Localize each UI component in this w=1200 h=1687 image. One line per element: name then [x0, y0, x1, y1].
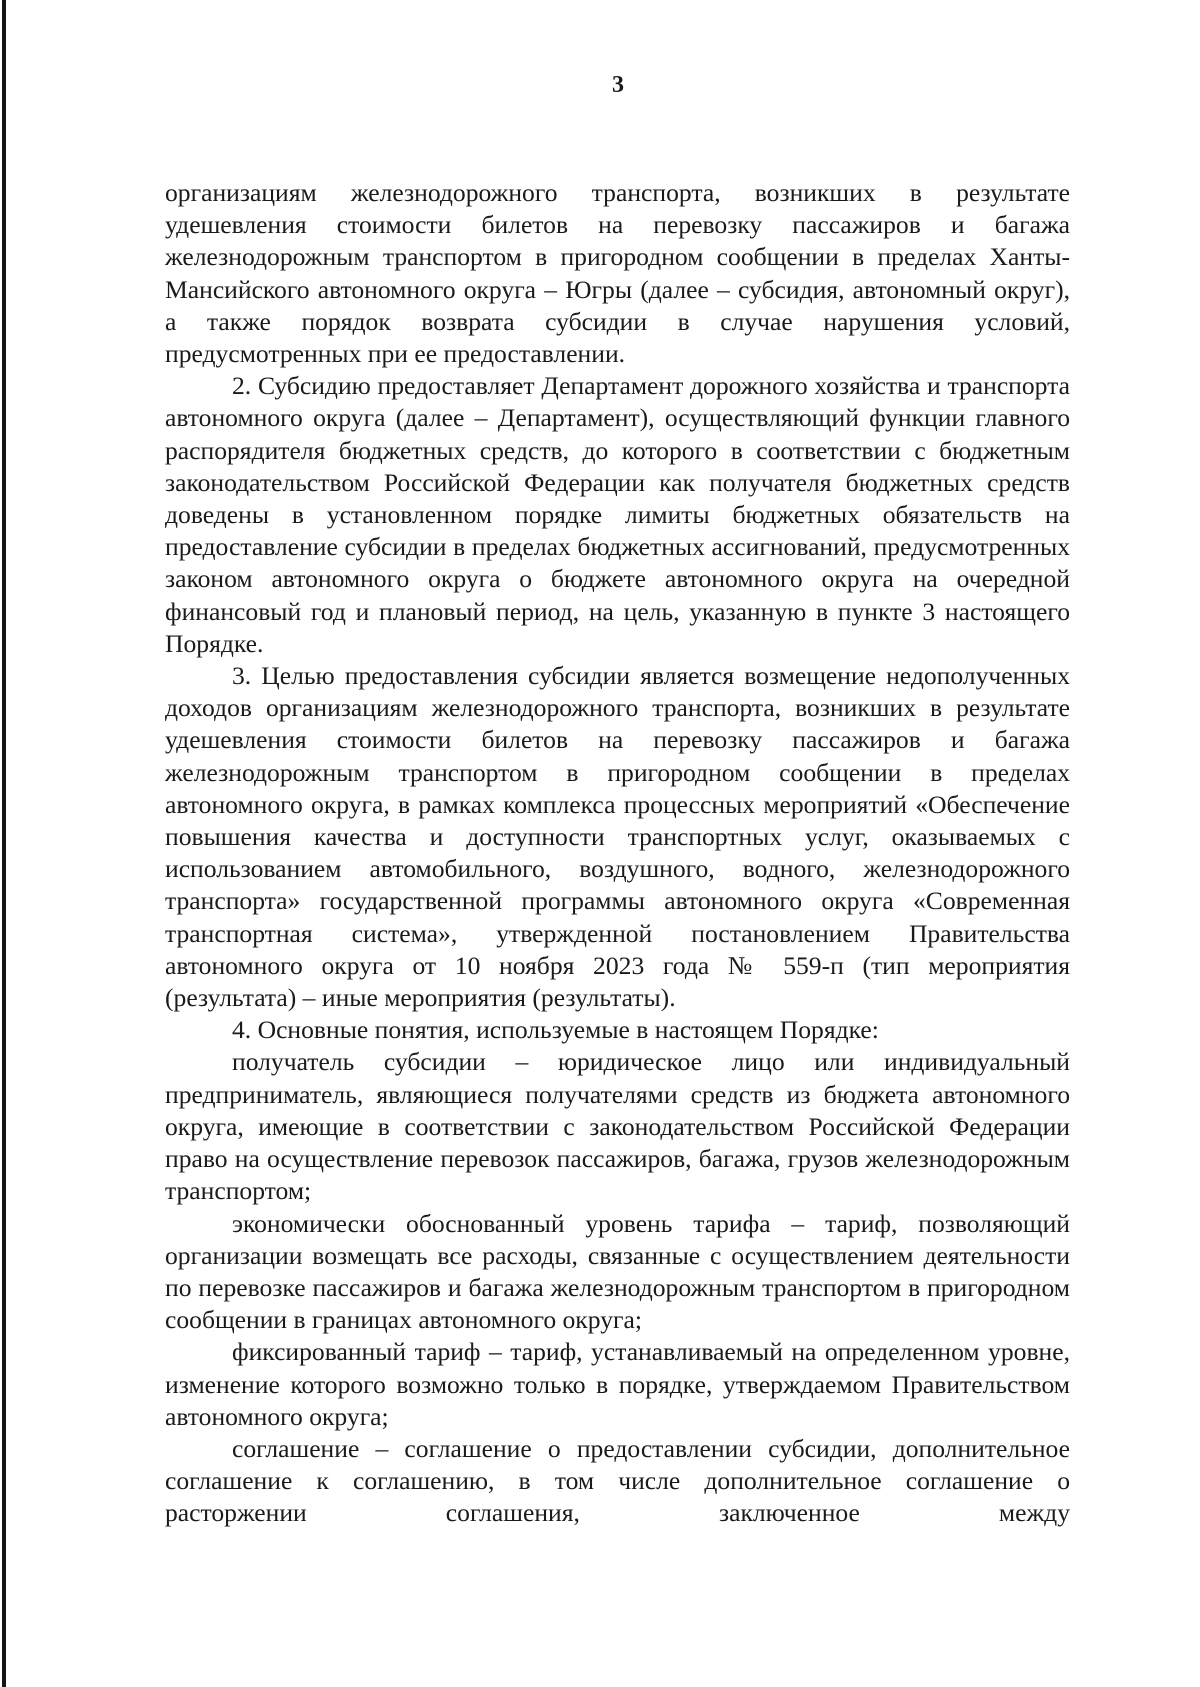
definition-subsidy-recipient: получатель субсидии – юридическое лицо или индивидуальный предприниматель, являющиеся получателями средств из бюджета автономного округа, имеющие в соответствии с законодательством Российской Федерации право на осуществление перевозок пассажиров, багажа, грузов железнодорожным транспортом;: [165, 1047, 1070, 1206]
definition-agreement: соглашение – соглашение о предоставлении субсидии, дополнительное соглашение к соглашению, в том числе дополнительное соглашение о расторжении соглашения, заключенное между: [165, 1433, 1070, 1528]
paragraph-continuation: организациям железнодорожного транспорта, возникших в результате удешевления стоимости билетов на перевозку пассажиров и багажа железнодорожным транспортом в пригородном сообщении в пределах Ханты-Мансийского автономного округа – Югры (далее – субсидия, автономный округ), а также порядок возврата субсидии в случае нарушения условий, предусмотренных при ее предоставлении.: [165, 178, 1070, 369]
definition-fixed-tariff: фиксированный тариф – тариф, устанавливаемый на определенном уровне, изменение которого возможно только в порядке, утверждаемом Правительством автономного округа;: [165, 1337, 1070, 1431]
page-edge-border: [2, 0, 6, 1687]
page-number: 3: [612, 72, 624, 98]
paragraph-clause-2: 2. Субсидию предоставляет Департамент дорожного хозяйства и транспорта автономного округа (далее – Департамент), осуществляющий функции главного распорядителя бюджетных средств, до которого в соответствии с бюджетным законодательством Российской Федерации как получателя бюджетных средств доведены в установленном порядке лимиты бюджетных обязательств на предоставление субсидии в пределах бюджетных ассигнований, предусмотренных законом автономного округа о бюджете автономного округа на очередной финансовый год и плановый период, на цель, указанную в пункте 3 настоящего Порядке.: [165, 371, 1070, 658]
document-body: [165, 177, 1070, 1530]
paragraph-clause-4: 4. Основные понятия, используемые в настоящем Порядке:: [232, 1015, 879, 1045]
paragraph-clause-3: 3. Целью предоставления субсидии является возмещение недополученных доходов организациям железнодорожного транспорта, возникших в результате удешевления стоимости билетов на перевозку пассажиров и багажа железнодорожным транспортом в пригородном сообщении в пределах автономного округа, в рамках комплекса процессных мероприятий «Обеспечение повышения качества и доступности транспортных услуг, оказываемых с использованием автомобильного, воздушного, водного, железнодорожного транспорта» государственной программы автономного округа «Современная транспортная система», утвержденной постановлением Правительства автономного округа от 10 ноября 2023 года № 559-п (тип мероприятия (результата) – иные мероприятия (результаты).: [165, 661, 1070, 1013]
definition-economic-tariff: экономически обоснованный уровень тарифа – тариф, позволяющий организации возмещать все расходы, связанные с осуществлением деятельности по перевозке пассажиров и багажа железнодорожным транспортом в пригородном сообщении в границах автономного округа;: [165, 1208, 1070, 1335]
